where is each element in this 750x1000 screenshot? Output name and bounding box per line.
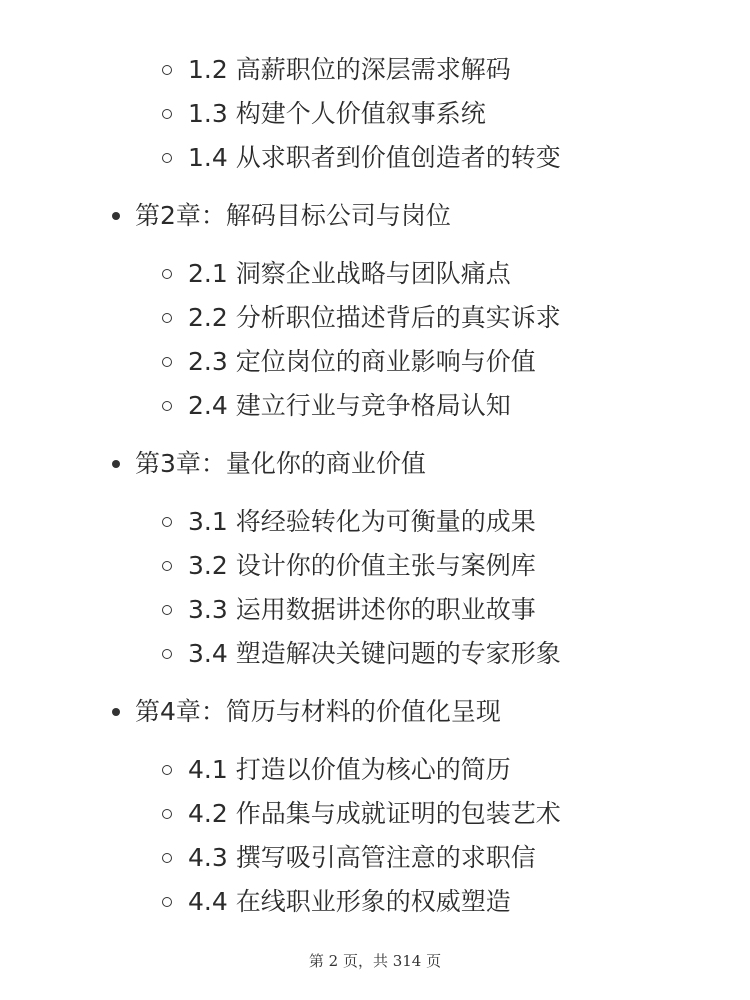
toc-section-item[interactable] — [0, 296, 750, 340]
toc-section-item[interactable] — [0, 252, 750, 296]
toc-section-item[interactable] — [0, 588, 750, 632]
filled-dot-bullet-icon — [112, 708, 120, 716]
hollow-circle-bullet-icon — [162, 561, 172, 571]
hollow-circle-bullet-icon — [162, 269, 172, 279]
filled-dot-bullet-icon — [112, 212, 120, 220]
hollow-circle-bullet-icon — [162, 605, 172, 615]
toc-section-label: 1.4 从求职者到价值创造者的转变 — [188, 143, 561, 172]
hollow-circle-bullet-icon — [162, 765, 172, 775]
toc-section-item[interactable] — [0, 748, 750, 792]
toc-chapter-title: 第4章：简历与材料的价值化呈现 — [135, 697, 501, 726]
page-number-footer: 第 2 页，共 314 页 — [308, 952, 442, 970]
hollow-circle-bullet-icon — [162, 897, 172, 907]
toc-section-label: 3.1 将经验转化为可衡量的成果 — [188, 507, 536, 536]
toc-section-label: 4.3 撰写吸引高管注意的求职信 — [188, 843, 536, 872]
toc-section-label: 2.1 洞察企业战略与团队痛点 — [188, 259, 511, 288]
toc-section-item[interactable] — [0, 384, 750, 428]
toc-section-label: 4.4 在线职业形象的权威塑造 — [188, 887, 511, 916]
toc-chapter-heading[interactable] — [0, 194, 750, 238]
hollow-circle-bullet-icon — [162, 313, 172, 323]
toc-section-item[interactable] — [0, 544, 750, 588]
toc-section-label: 2.4 建立行业与竞争格局认知 — [188, 391, 511, 420]
toc-section-item[interactable] — [0, 92, 750, 136]
toc-section-label: 2.3 定位岗位的商业影响与价值 — [188, 347, 536, 376]
chapter-1-section-list — [0, 48, 750, 180]
chapter-3-section-list — [0, 500, 750, 676]
hollow-circle-bullet-icon — [162, 853, 172, 863]
toc-section-item[interactable] — [0, 340, 750, 384]
toc-section-label: 4.1 打造以价值为核心的简历 — [188, 755, 511, 784]
toc-section-item[interactable] — [0, 792, 750, 836]
toc-section-item[interactable] — [0, 880, 750, 924]
chapter-2-section-list — [0, 252, 750, 428]
toc-chapter-title: 第2章：解码目标公司与岗位 — [135, 201, 451, 230]
hollow-circle-bullet-icon — [162, 809, 172, 819]
toc-section-item[interactable] — [0, 500, 750, 544]
toc-section-label: 1.2 高薪职位的深层需求解码 — [188, 55, 511, 84]
hollow-circle-bullet-icon — [162, 517, 172, 527]
toc-section-label: 1.3 构建个人价值叙事系统 — [188, 99, 486, 128]
table-of-contents — [0, 48, 750, 924]
hollow-circle-bullet-icon — [162, 357, 172, 367]
chapter-4-section-list — [0, 748, 750, 924]
hollow-circle-bullet-icon — [162, 153, 172, 163]
filled-dot-bullet-icon — [112, 460, 120, 468]
hollow-circle-bullet-icon — [162, 65, 172, 75]
toc-chapter-heading[interactable] — [0, 442, 750, 486]
toc-section-item[interactable] — [0, 136, 750, 180]
toc-section-label: 4.2 作品集与成就证明的包装艺术 — [188, 799, 561, 828]
toc-section-item[interactable] — [0, 836, 750, 880]
toc-chapter-heading[interactable] — [0, 690, 750, 734]
toc-section-item[interactable] — [0, 48, 750, 92]
hollow-circle-bullet-icon — [162, 109, 172, 119]
toc-chapter-title: 第3章：量化你的商业价值 — [135, 449, 426, 478]
toc-section-item[interactable] — [0, 632, 750, 676]
toc-section-label: 3.3 运用数据讲述你的职业故事 — [188, 595, 536, 624]
toc-section-label: 3.2 设计你的价值主张与案例库 — [188, 551, 536, 580]
toc-section-label: 2.2 分析职位描述背后的真实诉求 — [188, 303, 561, 332]
hollow-circle-bullet-icon — [162, 401, 172, 411]
toc-section-label: 3.4 塑造解决关键问题的专家形象 — [188, 639, 561, 668]
hollow-circle-bullet-icon — [162, 649, 172, 659]
